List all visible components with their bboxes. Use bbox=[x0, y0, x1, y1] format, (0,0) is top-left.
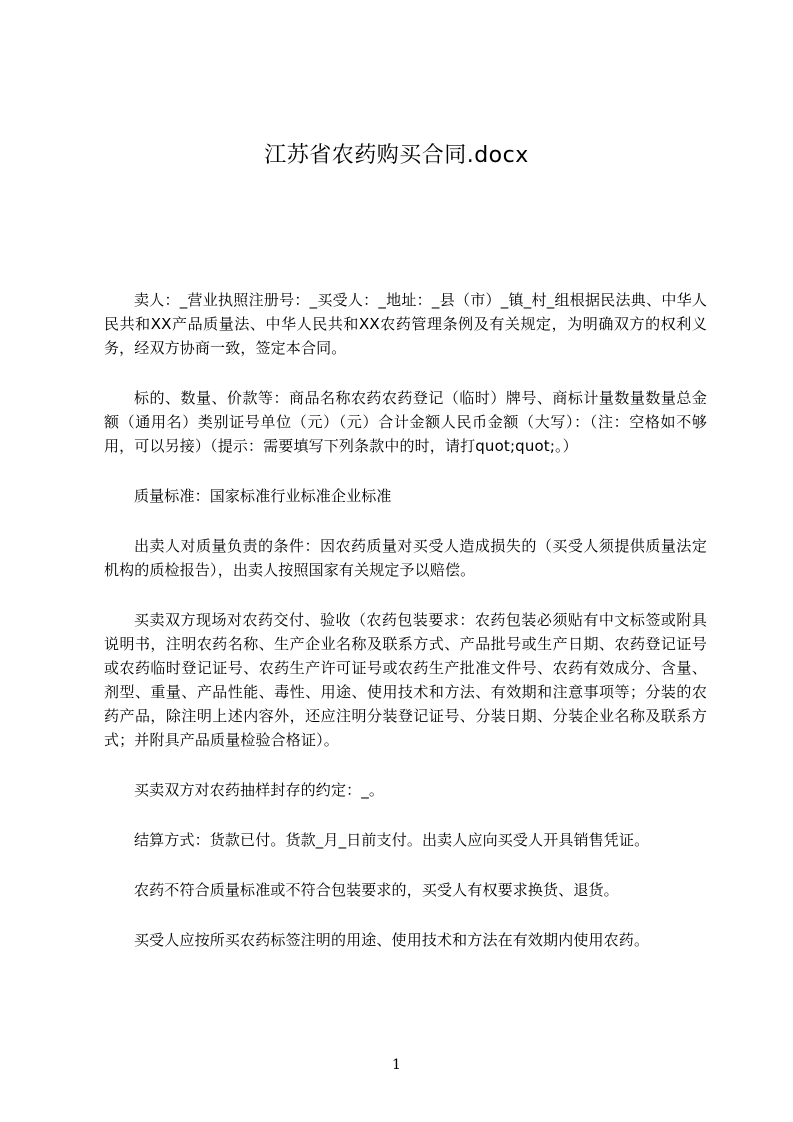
paragraph-subject-quantity-price: 标的、数量、价款等：商品名称农药农药登记（临时）牌号、商标计量数量数量总金额（通用名）类别证号单位（元）（元）合计金额人民币金额（大写）：（注：空格如不够用，可以另接）（提示：需要填写下列条款中的时，请打quot;quot;。） bbox=[104, 389, 707, 455]
paragraph-parties: 卖人：_营业执照注册号：_买受人：_地址：_县（市）_镇_村_组根据民法典、中华人民共和XX产品质量法、中华人民共和XX农药管理条例及有关规定，为明确双方的权利义务，经双方协商一致，签定本合同。 bbox=[104, 291, 707, 357]
document-title: 江苏省农药购买合同.docx bbox=[264, 143, 529, 168]
page-number: 1 bbox=[392, 1057, 401, 1073]
document-body bbox=[104, 288, 707, 978]
paragraph-seller-liability: 出卖人对质量负责的条件：因农药质量对买受人造成损失的（买受人须提供质量法定机构的质检报告），出卖人按照国家有关规定予以赔偿。 bbox=[104, 537, 707, 579]
paragraph-quality-standard: 质量标准：国家标准行业标准企业标准 bbox=[134, 487, 392, 505]
paragraph-return-exchange: 农药不符合质量标准或不符合包装要求的，买受人有权要求换货、退货。 bbox=[134, 881, 619, 899]
paragraph-sampling-sealing: 买卖双方对农药抽样封存的约定：_。 bbox=[134, 781, 385, 799]
paragraph-delivery-acceptance: 买卖双方现场对农药交付、验收（农药包装要求：农药包装必须贴有中文标签或附具说明书，注明农药名称、生产企业名称及联系方式、产品批号或生产日期、农药登记证号或农药临时登记证号、农药生产许可证号或农药生产批准文件号、农药有效成分、含量、剂型、重量、产品性能、毒性、用途、使用技术和方法、有效期和注意事项等；分装的农药产品，除注明上述内容外，还应注明分装登记证号、分装日期、分装企业名称及联系方式；并附具产品质量检验合格证）。 bbox=[104, 611, 707, 749]
paragraph-settlement: 结算方式：货款已付。货款_月_日前支付。出卖人应向买受人开具销售凭证。 bbox=[134, 831, 650, 849]
paragraph-usage: 买受人应按所买农药标签注明的用途、使用技术和方法在有效期内使用农药。 bbox=[134, 931, 650, 949]
